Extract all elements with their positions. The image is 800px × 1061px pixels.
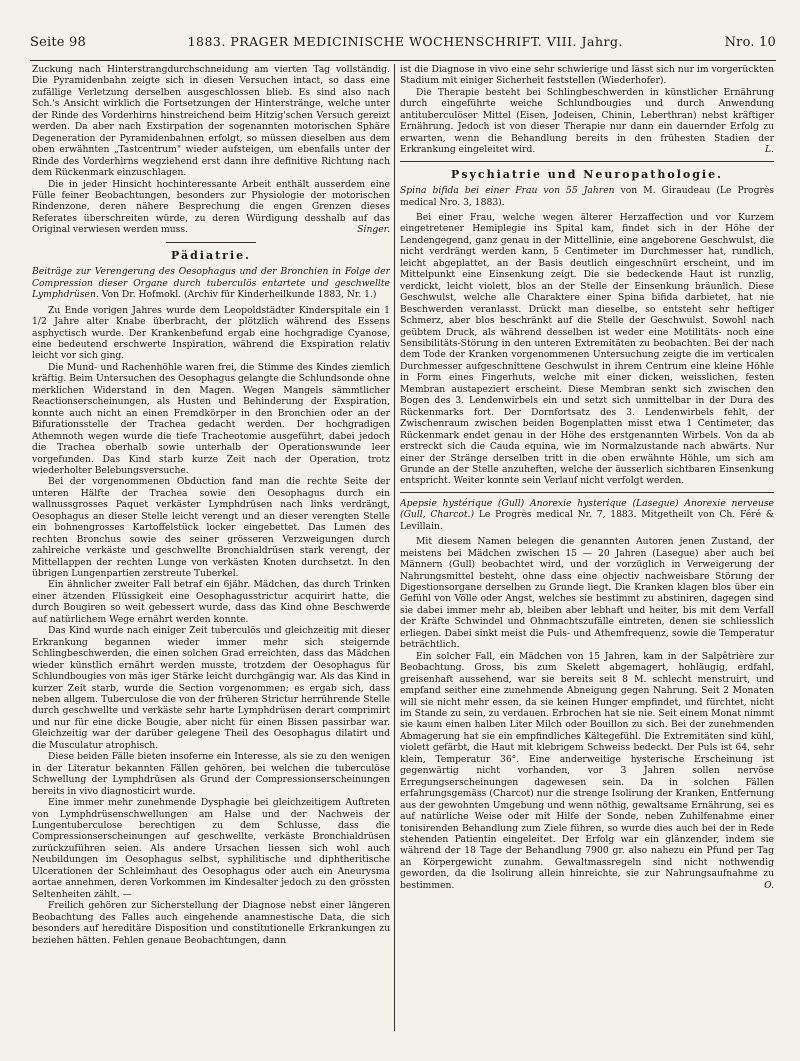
continuation-paragraph: Die Therapie besteht bei Schlingbeschwerden in künstlicher Ernährung durch eingeführte weiche Schlundbougies und durch Anwendung antituberculöser Mittel (Eisen, Jodeisen, Chinin, Leberthran) nebst kräftiger Ernährung. Jedoch ist von dieser Therapie nur dann ein dauernder Erfolg zu erwarten, wenn die Behandlung bereits in den frühesten Stadien der Erkrankung eingeleitet wird. L. xyxy=(400,86,774,156)
article-divider xyxy=(400,492,774,493)
article1-paragraph: Bei einer Frau, welche wegen älterer Herzaffection und vor Kurzem eingetretener Hemiplegie ins Spital kam, findet sich in der Höhe der Lendengegend, ganz genau in der Mittellinie, eine angeborene Geschwulst, die nicht verdrängt werden kann, 5 Centimeter im Durchmesser hat, rundlich, leicht abgeplattet, an der Basis deutlich eingeschnürt erscheint, und im Mittelpunkt eine Einsenkung zeigt. Die sie bedeckende Haut ist runzlig, verdickt, leicht violett, blos an der Stelle der Einsenkung bräunlich. Diese Geschwulst, welche alle Charaktere einer Spina bifida darbietet, hat nie Beschwerden veranlasst. Drückt man dieselbe, so entsteht sehr heftiger Schmerz, aber blos beschränkt auf die Stelle der Geschwulst. Sowohl nach geübtem Druck, als während desselben ist weder eine Motilitäts- noch eine Sensibilitäts-Störung in den unteren Extremitäten zu beobachten. Bei der nach dem Tode der Kranken vorgenommenen Untersuchung zeigte die im verticalen Durchmesser aufgeschnittene Geschwulst in ihrem Centrum eine kleine Höhle in Form eines Fingerhuts, welche mit einer dicken, weisslichen, festen Membran austapeziert erscheint. Diese Membran senkt sich zwischen den Bogen des 3. Lendenwirbels ein und setzt sich unmittelbar in der Dura des Rückenmarks fort. Der Dornfortsatz des 3. Lendenwirbels fehlt, der Zwischenraum zwischen beiden Bogenplatten misst etwa 1 Centimeter, das Rückenmark endet genau in der Höhe des erstgenannten Wirbels. Von da ab erstreckt sich die Cauda equina, wie im Normalzustande nach abwärts. Nur einer der Stränge derselben tritt in die oben erwähnte Höhle, um sich am Grunde an der Stelle anzuheften, welche der äusserlich sichtbaren Einsenkung entspricht. Weiter konnte sein Verlauf nicht verfolgt werden. xyxy=(400,211,774,487)
article-paragraph: Zu Ende vorigen Jahres wurde dem Leopoldstädter Kinderspitale ein 1 1/2 Jahre alter Knabe überbracht, der plötzlich während des Essens asphyctisch wurde. Der Krankenbefund ergab eine hochgradige Cyanose, eine bedeutend erschwerte Inspiration, während die Exspiration relativ leicht vor sich ging. xyxy=(32,304,390,362)
intro-paragraph-1: Zuckung nach Hinterstrangdurchschneidung am vierten Tag vollständig. Die Pyramidenbahn zeigte sich in diesen Versuchen intact, so dass eine zufällige Verletzung derselben ausgeschlossen blieb. Es sind also nach Sch.'s Ansicht wirklich die Fortsetzungen der Hinterstränge, welche unter der Rinde des Vorderhirns hinstreichend beim Hitzig'schen Versuch gereizt werden. Da aber nach Exstirpation der sogenannten motorischen Sphäre Degeneration der Pyramidenbahnen erfolgt, so müssen dieselben aus dem oben erwähnten „Tastcentrum" wieder aufsteigen, um ebenfalls unter der Rinde des Vorderhirns wegziehend erst dann ihre definitive Richtung nach dem Rückenmark einzuschlagen. xyxy=(32,64,390,179)
article-paragraph: Die Mund- und Rachenhöhle waren frei, die Stimme des Kindes ziemlich kräftig. Beim Untersuchen des Oesophagus gelangte die Schlundsonde ohne merklichen Widerstand in den Magen. Wegen Mangels sämmtlicher Reactionserscheinungen, als Husten und Behinderung der Exspiration, konnte auch nicht an einen Fremdkörper in den Bronchien oder an der Bifurationsstelle der Trachea gedacht werden. Der hochgradigen Athemnoth wegen wurde die tiefe Tracheotomie ausgeführt, dabei jedoch die Trachea oberhalb sowie unterhalb der Operationswunde leer vorgefunden. Das Kind starb kurze Zeit nach der Operation, trotz wiederholter Belebungsversuche. xyxy=(32,361,390,476)
article-source: Von Dr. Hofmokl. (Archiv für Kinderheilkunde 1883, Nr. 1.) xyxy=(101,289,377,301)
right-column xyxy=(400,64,774,1041)
article2-reference xyxy=(400,498,774,532)
article-paragraph: Ein ähnlicher zweiter Fall betraf ein 6jähr. Mädchen, das durch Trinken einer ätzenden Flüssigkeit eine Oesophagusstrictur acquirirt hatte, die durch Bougiren so weit gebessert wurde, dass das Kind ohne Beschwerde auf natürlichem Wege ernährt werden konnte. xyxy=(32,579,390,625)
article2-paragraph: Mit diesem Namen belegen die genannten Autoren jenen Zustand, der meistens bei Mädchen zwischen 15 — 20 Jahren (Lasegue) aber auch bei Männern (Gull) beobachtet wird, und der vorzüglich in Verweigerung der Nahrungsmittel besteht, ohne dass eine objectiv nachweisbare Störung der Digestionsorgane derselben zu Grunde liegt. Die Kranken klagen blos über ein Gefühl von Völle oder Angst, welches sie bestimmt zu abstiniren, dagegen sind sie dabei immer mehr ab, bleiben aber lebhaft und heiter, bis mit dem Verfall der Kräfte Schwindel und Ohnmachtszufälle eintreten, denen sie schliesslich erliegen. Dabei sinkt meist die Puls- und Athemfrequenz, sowie die Temperatur beträchtlich. xyxy=(400,536,774,651)
article-paragraph: Freilich gehören zur Sicherstellung der Diagnose nebst einer längeren Beobachtung des Falles auch eingehende anamnestische Data, die sich besonders auf hereditäre Disposition und constitutionelle Erkrankungen zu beziehen hätten. Fehlen genaue Beobachtungen, dann xyxy=(32,900,390,946)
article-paragraph: Eine immer mehr zunehmende Dysphagie bei gleichzeitigem Auftreten von Lymphdrüsenschwellungen am Halse und der Nachweis der Lungentuberculose berechtigen zu dem Schlusse, dass die Compressionserscheinungen auf geschwellte, verkäste Bronchialdrüsen zurückzuführen seien. Als andere Ursachen liessen sich wohl auch Neubildungen im Oesophagus selbst, syphilitische und diphtheritische Ulcerationen der Schleimhaut des Oesophagus oder auch ein Aneurysma aortae annehmen, deren Vorkommen im Kindesalter jedoch zu den grössten Seltenheiten zählt. — xyxy=(32,797,390,900)
section-divider xyxy=(166,242,256,243)
article1-source: von M. Giraudeau (Le Progrès medical Nro. 3, 1883). xyxy=(400,185,774,208)
page-number: Seite 98 xyxy=(30,35,86,50)
article2-source: Le Progrès medical Nr. 7, 1883. Mitgetheilt von Ch. Féré & Levillain. xyxy=(400,509,774,532)
continuation-paragraph: ist die Diagnose in vivo eine sehr schwierige und lässt sich nur im vorgerückten Stadium mit einiger Sicherheit feststellen (Wiederhofer). xyxy=(400,64,774,87)
section-divider xyxy=(400,161,774,162)
article1-reference xyxy=(400,185,774,208)
issue-number: Nro. 10 xyxy=(724,35,776,50)
article-title: Beiträge zur Verengerung des Oesophagus und der Bronchien in Folge der Compression dieser Organe durch tuberculös entartete und geschwellte Lymphdrüsen. xyxy=(32,266,390,301)
article2-signature: O. xyxy=(764,879,774,891)
article-reference xyxy=(32,266,390,300)
header-rule xyxy=(30,60,776,61)
page-header xyxy=(30,34,776,58)
article2-title: Apepsie hystérique (Gull) Anorexie hysterique (Lasegue) Anorexie nerveuse (Gull, Charcot.) xyxy=(400,497,774,521)
intro-paragraph-2: Die in jeder Hinsicht hochinteressante Arbeit enthält ausserdem eine Fülle feiner Beobachtungen, besonders zur Physiologie der motorischen Rindenzone, deren nähere Besprechung die engen Grenzen dieses Referates überschreiten würde, zu deren Würdigung desshalb auf das Original verwiesen werden muss. Singer. xyxy=(32,178,390,236)
journal-title: 1883. PRAGER MEDICINISCHE WOCHENSCHRIFT. VIII. Jahrg. xyxy=(187,34,623,49)
left-column xyxy=(32,64,390,1041)
continuation-signature: L. xyxy=(764,144,774,156)
intro-signature: Singer. xyxy=(357,224,390,236)
article1-title: Spina bifida bei einer Frau von 55 Jahren xyxy=(400,185,615,197)
section-title-psychiatrie: Psychiatrie und Neuropathologie. xyxy=(451,167,723,181)
article-paragraph: Das Kind wurde nach einiger Zeit tuberculös und gleichzeitig mit dieser Erkrankung begannen wieder immer mehr sich steigernde Schlingbeschwerden, die einen solchen Grad erreichten, dass das Mädchen wieder künstlich ernährt werden musste, trotzdem der Oesophagus für Schlundbougies von mäs iger Stärke leicht durchgängig war. Als das Kind in kurzer Zeit starb, wurde die Section vorgenommen; es ergab sich, dass neben allgem. Tuberculose die von der früheren Strictur herrührende Stelle durch geschwellte und verkäste sehr harte Lymphdrüsen derart comprimirt und nur für eine dicke Bougie, aber nicht für einen Bissen passirbar war. Gleichzeitig war der darüber gelegene Theil des Oesophagus dilatirt und die Musculatur atrophisch. xyxy=(32,625,390,751)
article-paragraph: Diese beiden Fälle bieten insoferne ein Interesse, als sie zu den wenigen in der Literatur bekannten Fällen gehören, bei welchen die tuberculöse Schwellung der Lymphdrüsen als Grund der Compressionserscheinungen bereits in vivo diagnosticirt wurde. xyxy=(32,751,390,797)
article2-paragraph: Ein solcher Fall, ein Mädchen von 15 Jahren, kam in der Salpêtrière zur Beobachtung. Gross, bis zum Skelett abgemagert, hohläugig, erdfahl, greisenhaft aussehend, war sie bereits seit 8 M. schlecht menstruirt, und empfand seither eine zunehmende Abneigung gegen Nahrung. Seit 2 Monaten will sie nicht mehr essen, da sie keinen Hunger empfindet, und fürchtet, nicht im Stande zu sein, zu verdauen. Erbrochen hat sie nie. Seit einem Monat nimmt sie kaum einen halben Liter Milch oder Bouillon zu sich. Bei der zunehmenden Abmagerung hat sie ein empfindliches Kältegefühl. Die Extremitäten sind kühl, violett gefärbt, die Haut mit klebrigem Schweiss bedeckt. Der Puls ist 64, sehr klein, Temperatur 36°. Eine anderweitige hysterische Erscheinung ist gegenwärtig nicht vorhanden, vor 3 Jahren sollen nervöse Erregungserscheinungen dagewesen sein. Da in solchen Fällen erfahrungsgemäss (Charcot) nur die strenge Isolirung der Kranken, Entfernung aus der gewohnten Umgebung und wenn nöthig, gewaltsame Ernährung, sei es auf natürliche Weise oder mit Hilfe der Sonde, neben Zuhilfenahme einer tonisirenden Behandlung zum Ziele führen, so wurde dies auch bei der in Rede stehenden Patientin eingeleitet. Der Erfolg war ein glänzender, indem sie während der 18 Tage der Behandlung 7900 gr. also nahezu ein Pfund per Tag an Körpergewicht zunahm. Gewaltmassregeln sind nicht nothwendig geworden, da die Isolirung allein hinreichte, sie zur Nahrungsaufnahme zu bestimmen. O. xyxy=(400,650,774,891)
section-title-paediatrie: Pädiatrie. xyxy=(171,248,251,262)
article-paragraph: Bei der vorgenommenen Obduction fand man die rechte Seite der unteren Hälfte der Trachea sowie den Oesophagus durch ein wallnussgrosses Paquet verkäster Lymphdrüsen nach links verdrängt, Oesophagus an dieser Stelle leicht verengt und an dieser verengten Stelle ein bohnengrosses Kartoffelstück locker eingebettet. Das Lumen des rechten Bronchus sowie des seiner grösseren Verzweigungen durch zahlreiche verkäste und geschwellte Bronchialdrüsen stark verengt, der Mittellappen der rechten Lunge von verkästen Knoten durchsetzt. In den übrigen Lungenpartien zerstreute Tuberkel. xyxy=(32,476,390,580)
column-separator xyxy=(394,64,395,1031)
